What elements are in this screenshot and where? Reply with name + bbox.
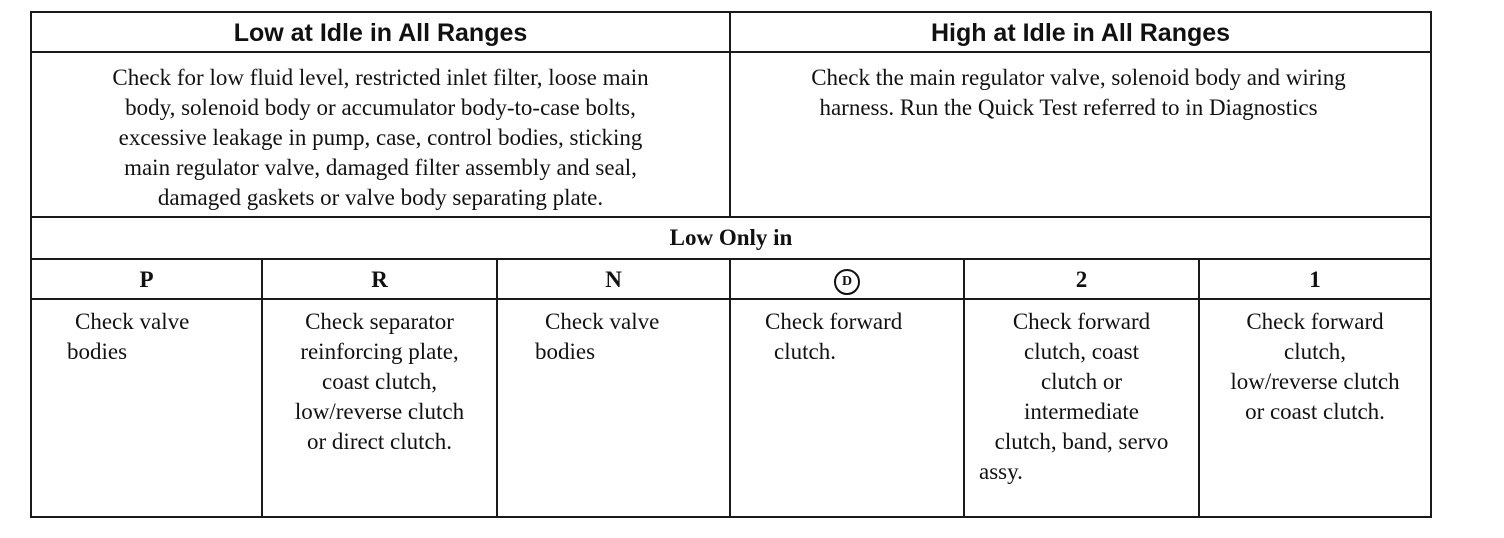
range-2-line: Check forward — [1012, 309, 1151, 334]
range-2-line: intermediate — [1024, 399, 1139, 424]
divider-col-3 — [729, 260, 731, 518]
rule-under-top-headers — [32, 51, 1430, 53]
range-1-line: Check forward — [1246, 309, 1384, 334]
circled-d-icon: D — [834, 269, 860, 295]
range-n-line: bodies — [535, 339, 596, 364]
range-p-text — [32, 307, 261, 367]
range-r-line: coast clutch, — [322, 369, 437, 394]
range-label-p: P — [139, 267, 154, 292]
range-d-line: Check forward — [765, 309, 903, 334]
low-at-idle-header: Low at Idle in All Ranges — [233, 19, 528, 47]
low-at-idle-line: Check for low fluid level, restricted inlet filter, loose main — [112, 65, 649, 90]
range-n-text — [498, 307, 729, 367]
low-at-idle-text — [32, 63, 729, 213]
high-at-idle-line: Check the main regulator valve, solenoid body and wiring — [811, 65, 1346, 90]
divider-col-2 — [496, 260, 498, 518]
range-r-line: or direct clutch. — [307, 429, 452, 454]
low-at-idle-line: body, solenoid body or accumulator body-to-case bolts, — [125, 95, 636, 120]
range-r-line: Check separator — [305, 309, 454, 334]
low-at-idle-line: main regulator valve, damaged filter assembly and seal, — [124, 155, 637, 180]
high-at-idle-text — [731, 63, 1426, 123]
range-p-line: bodies — [67, 339, 128, 364]
rule-under-range-labels — [32, 298, 1430, 300]
range-label-n: N — [605, 267, 622, 292]
high-at-idle-line: harness. Run the Quick Test referred to in Diagnostics — [819, 95, 1318, 120]
low-only-header: Low Only in — [669, 225, 793, 250]
range-d-line: clutch. — [774, 339, 836, 364]
range-label-2: 2 — [1075, 267, 1088, 292]
range-d-text — [731, 307, 963, 367]
range-2-text — [965, 307, 1198, 487]
low-at-idle-line: excessive leakage in pump, case, control bodies, sticking — [118, 125, 643, 150]
range-2-line: clutch, band, servo — [994, 429, 1169, 454]
range-1-line: or coast clutch. — [1245, 399, 1385, 424]
high-at-idle-header: High at Idle in All Ranges — [930, 19, 1231, 47]
range-label-1: 1 — [1309, 267, 1321, 292]
range-1-line: clutch, — [1284, 339, 1346, 364]
range-2-line: clutch or — [1040, 369, 1123, 394]
range-n-line: Check valve — [545, 309, 660, 334]
range-r-text — [263, 307, 496, 457]
range-1-line: low/reverse clutch — [1230, 369, 1400, 394]
range-1-text — [1200, 307, 1430, 427]
range-label-d — [731, 260, 963, 298]
range-2-line: assy. — [979, 459, 1023, 484]
range-2-line: clutch, coast — [1024, 339, 1139, 364]
diagnostic-table — [30, 11, 1432, 518]
range-r-line: reinforcing plate, — [300, 339, 459, 364]
low-at-idle-line: damaged gaskets or valve body separating plate. — [157, 185, 604, 210]
range-p-line: Check valve — [75, 309, 190, 334]
range-label-r: R — [371, 267, 388, 292]
range-r-line: low/reverse clutch — [294, 399, 465, 424]
